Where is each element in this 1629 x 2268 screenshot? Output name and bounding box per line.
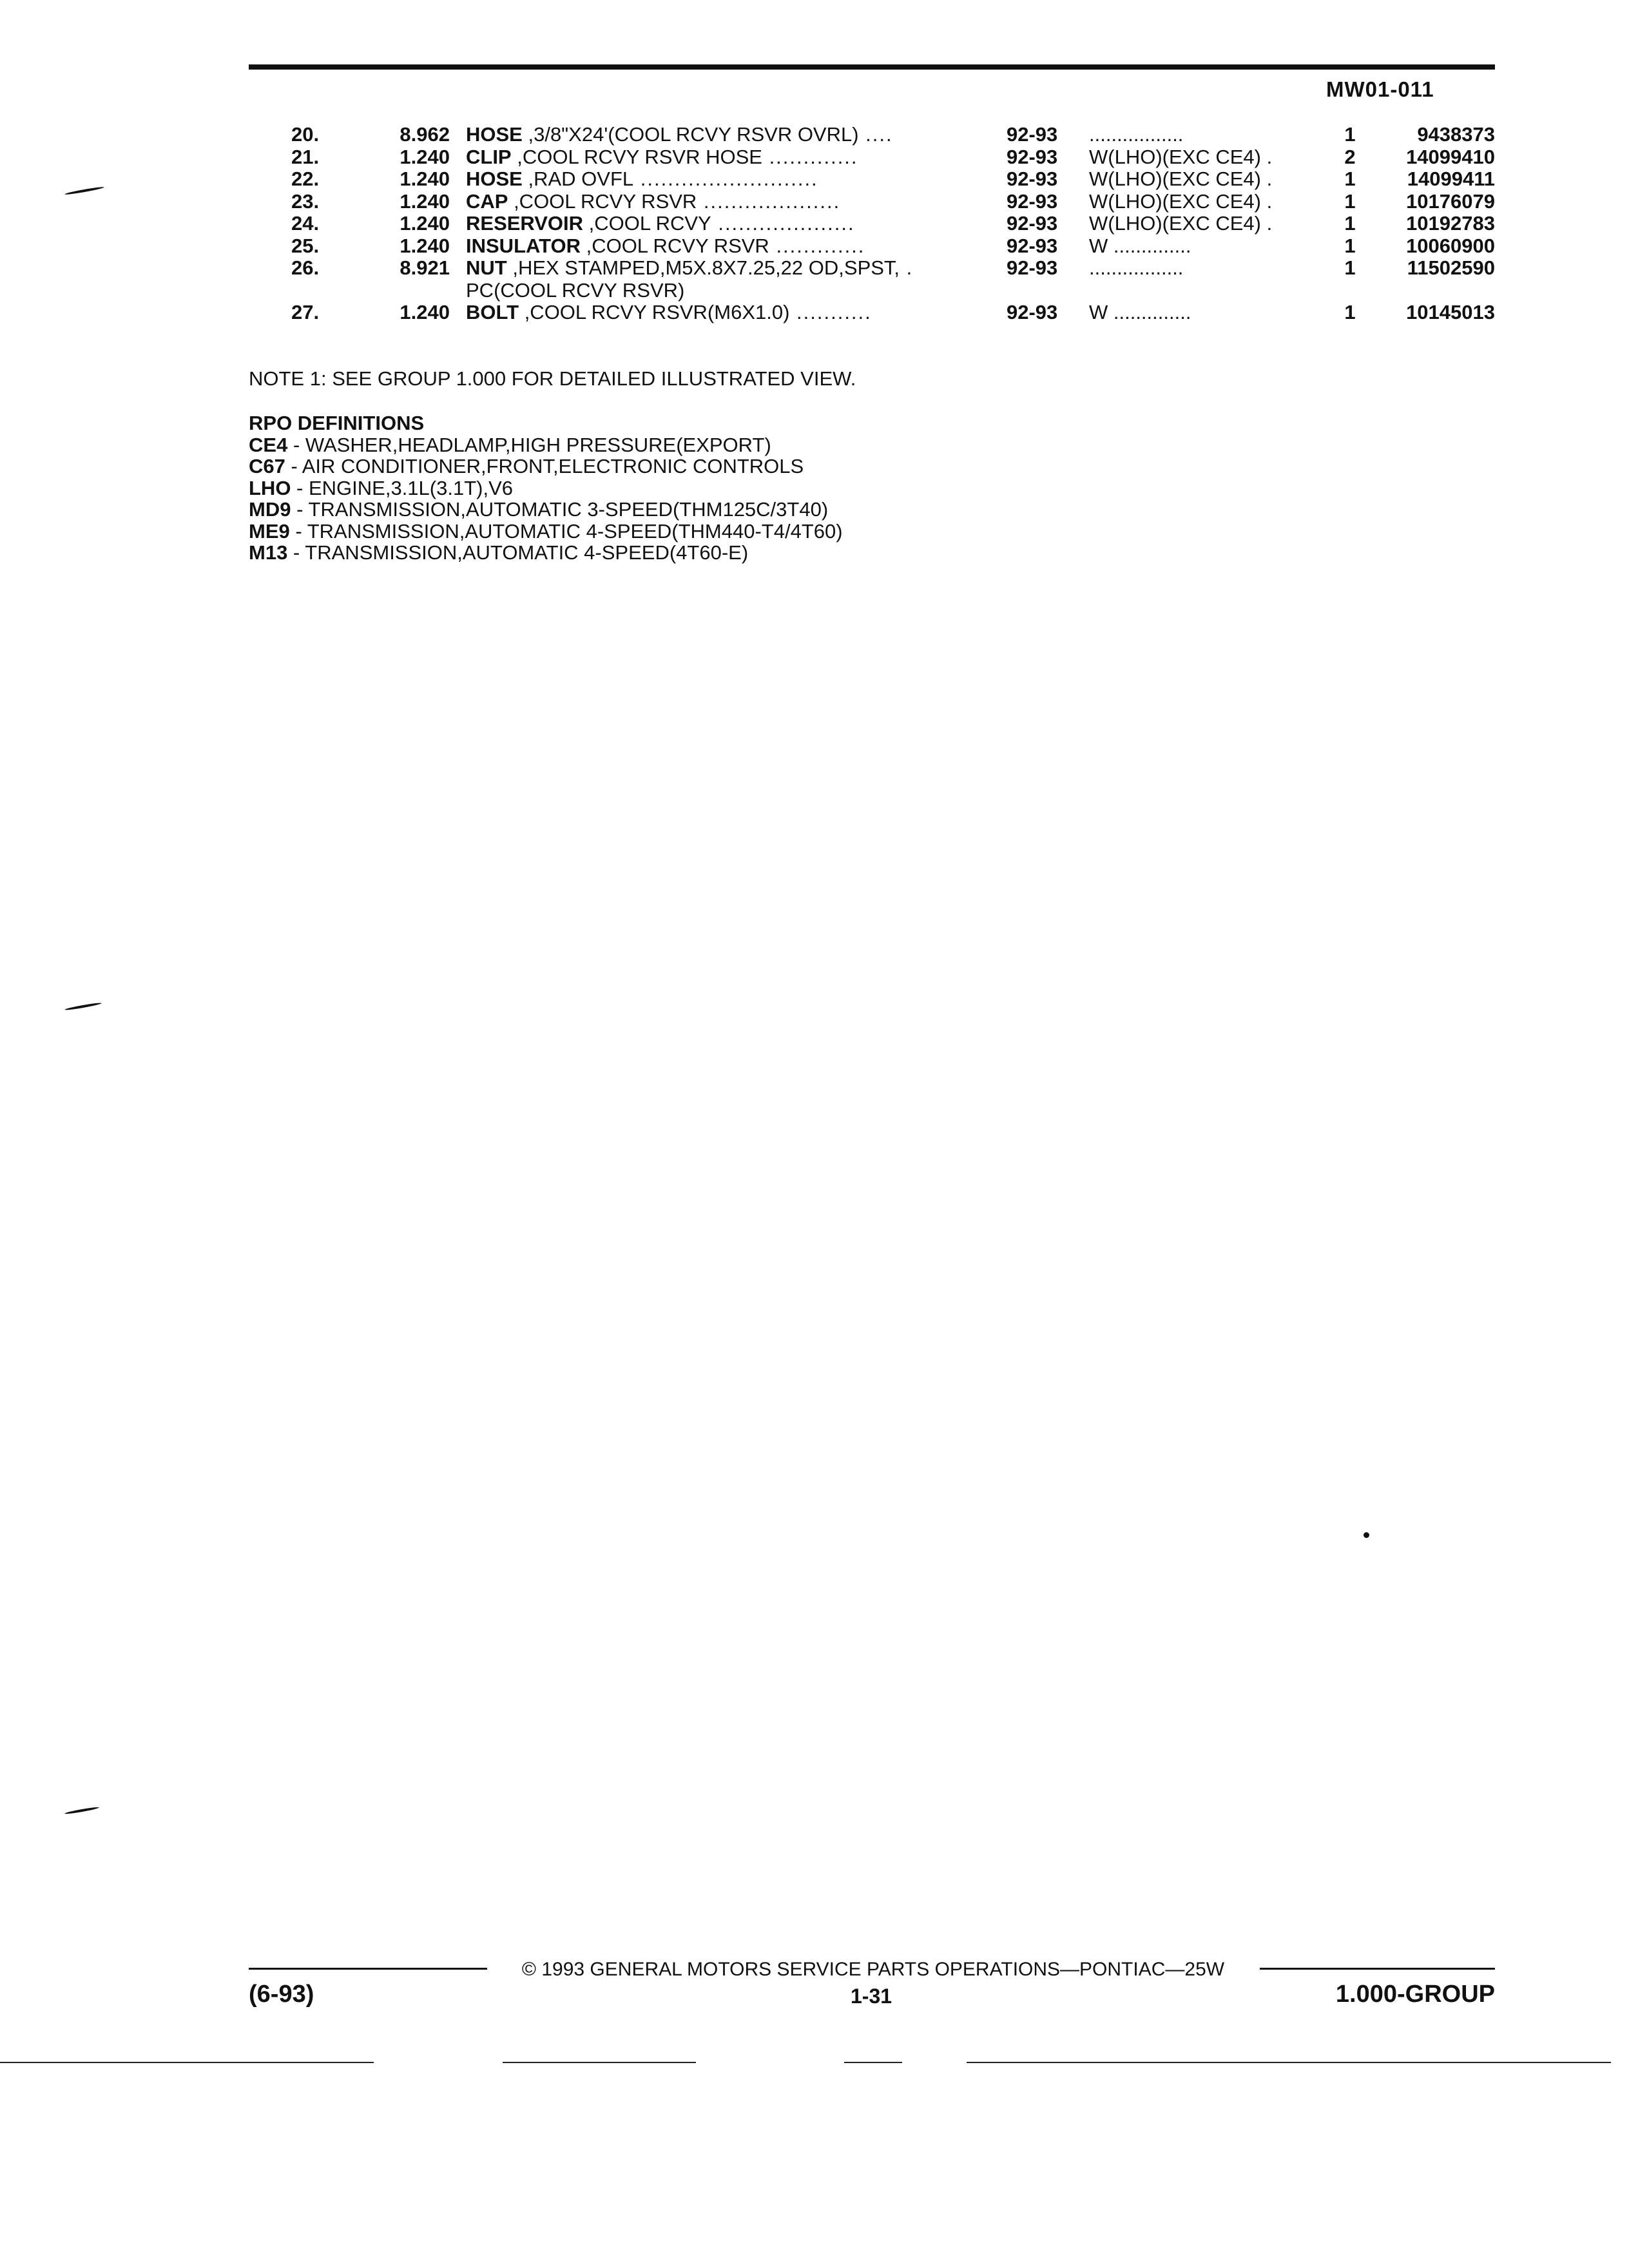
rpo-code: CE4 (249, 433, 288, 456)
part-detail: ,COOL RCVY (583, 213, 711, 235)
footer-rule-right (1260, 1968, 1495, 1970)
part-number: 14099410 (1406, 145, 1495, 168)
part-name: CAP (466, 190, 508, 213)
part-number: 10176079 (1406, 189, 1495, 213)
model-years: 92-93 (1007, 301, 1058, 323)
rpo-item (249, 521, 843, 543)
dot-leader: .......................... (633, 168, 818, 190)
part-description (466, 257, 989, 302)
item-number: 24. (291, 212, 320, 235)
part-number: 11502590 (1407, 256, 1495, 279)
dot-leader: ............. (762, 146, 858, 168)
usage-code: ................. (1089, 124, 1184, 146)
part-number: 10060900 (1406, 234, 1495, 257)
model-years: 92-93 (1007, 145, 1058, 168)
quantity: 1 (1344, 301, 1356, 323)
quantity: 1 (1344, 212, 1356, 235)
part-detail: ,COOL RCVY RSVR(M6X1.0) (519, 302, 790, 323)
binder-hole-mark (64, 1806, 99, 1814)
usage-code: W .............. (1089, 235, 1191, 257)
footer-page-number: 1-31 (851, 1984, 892, 2008)
usage-code: ................. (1089, 257, 1184, 279)
parts-row (0, 168, 1629, 191)
footer-rule-left (249, 1968, 487, 1970)
parts-list (0, 124, 1629, 324)
parts-row (0, 146, 1629, 169)
part-number: 14099411 (1407, 168, 1495, 190)
rpo-title: RPO DEFINITIONS (249, 412, 425, 434)
scan-edge-line (967, 2062, 1611, 2063)
rpo-code: MD9 (249, 498, 291, 521)
part-detail: ,COOL RCVY RSVR HOSE (511, 146, 762, 168)
footer-date: (6-93) (249, 1981, 314, 2008)
group-number: 1.240 (400, 168, 450, 190)
dot-leader: . (900, 257, 914, 279)
rpo-item (249, 477, 843, 499)
group-number: 8.921 (400, 256, 450, 279)
usage-code: W(LHO)(EXC CE4) . (1089, 213, 1273, 235)
part-detail: ,COOL RCVY RSVR (580, 235, 769, 257)
part-description (466, 235, 989, 258)
quantity: 1 (1344, 256, 1356, 279)
note-text: NOTE 1: SEE GROUP 1.000 FOR DETAILED ILLUSTRATED VIEW. (249, 367, 856, 390)
part-detail: ,3/8"X24'(COOL RCVY RSVR OVRL) (522, 124, 859, 146)
rpo-text: - ENGINE,3.1L(3.1T),V6 (291, 476, 513, 499)
rpo-item (249, 456, 843, 477)
part-description (466, 302, 989, 324)
group-number: 1.240 (400, 301, 450, 323)
rpo-code: C67 (249, 455, 285, 477)
quantity: 1 (1344, 234, 1356, 257)
item-number: 20. (291, 123, 320, 146)
parts-row (0, 235, 1629, 258)
rpo-item (249, 434, 843, 456)
page-id: MW01-011 (1326, 77, 1434, 101)
scan-edge-line (844, 2062, 902, 2063)
part-description (466, 168, 989, 191)
parts-row (0, 191, 1629, 213)
group-number: 1.240 (400, 212, 450, 235)
model-years: 92-93 (1007, 234, 1058, 257)
rpo-text: - TRANSMISSION,AUTOMATIC 3-SPEED(THM125C/3T40) (291, 498, 829, 521)
dot-leader: ........... (789, 302, 872, 323)
part-description (466, 146, 989, 169)
rpo-definitions (249, 412, 843, 564)
scan-edge-line (0, 2062, 374, 2063)
usage-code: W .............. (1089, 302, 1191, 323)
group-number: 1.240 (400, 189, 450, 213)
rpo-item (249, 499, 843, 521)
part-description (466, 191, 989, 213)
scan-edge-line (503, 2062, 696, 2063)
quantity: 1 (1344, 123, 1356, 146)
rpo-text: - TRANSMISSION,AUTOMATIC 4-SPEED(4T60-E) (287, 541, 749, 564)
rpo-code: M13 (249, 541, 288, 564)
rpo-text: - WASHER,HEADLAMP,HIGH PRESSURE(EXPORT) (287, 433, 771, 456)
item-number: 23. (291, 189, 320, 213)
group-number: 8.962 (400, 123, 450, 146)
part-name: RESERVOIR (466, 213, 584, 235)
part-description-continued: PC(COOL RCVY RSVR) (466, 278, 685, 302)
footer-group: 1.000-GROUP (1335, 1981, 1495, 2008)
quantity: 2 (1344, 145, 1356, 168)
model-years: 92-93 (1007, 212, 1058, 235)
part-description (466, 124, 989, 146)
item-number: 26. (291, 256, 320, 279)
parts-row (0, 302, 1629, 324)
binder-hole-mark (64, 1002, 102, 1011)
parts-row (0, 213, 1629, 235)
part-number: 9438373 (1417, 123, 1495, 146)
usage-code: W(LHO)(EXC CE4) . (1089, 146, 1273, 168)
dot-leader: ............. (769, 235, 865, 257)
item-number: 25. (291, 234, 320, 257)
rpo-code: LHO (249, 476, 291, 499)
top-rule (249, 64, 1495, 70)
quantity: 1 (1344, 168, 1356, 190)
parts-row (0, 257, 1629, 302)
group-number: 1.240 (400, 234, 450, 257)
rpo-text: - TRANSMISSION,AUTOMATIC 4-SPEED(THM440-T4/4T60) (289, 519, 843, 543)
part-name: CLIP (466, 146, 512, 168)
parts-row (0, 124, 1629, 146)
part-detail: ,COOL RCVY RSVR (508, 190, 697, 213)
dot-leader: .... (858, 124, 893, 146)
part-detail: ,HEX STAMPED,M5X.8X7.25,22 OD,SPST, (506, 257, 900, 279)
rpo-text: - AIR CONDITIONER,FRONT,ELECTRONIC CONTROLS (285, 455, 804, 477)
model-years: 92-93 (1007, 123, 1058, 146)
part-name: BOLT (466, 302, 519, 323)
footer-copyright: © 1993 GENERAL MOTORS SERVICE PARTS OPERATIONS—PONTIAC—25W (521, 1959, 1225, 1980)
rpo-item (249, 542, 843, 564)
part-name: INSULATOR (466, 235, 581, 257)
part-name: HOSE (466, 168, 523, 190)
group-number: 1.240 (400, 145, 450, 168)
part-description (466, 213, 989, 235)
item-number: 21. (291, 145, 320, 168)
part-detail: ,RAD OVFL (522, 168, 634, 190)
part-name: NUT (466, 257, 507, 279)
model-years: 92-93 (1007, 256, 1058, 279)
part-number: 10192783 (1406, 212, 1495, 235)
item-number: 22. (291, 168, 320, 190)
scan-speck (1364, 1532, 1369, 1538)
part-number: 10145013 (1406, 301, 1495, 323)
dot-leader: .................... (711, 213, 855, 235)
model-years: 92-93 (1007, 168, 1058, 190)
part-name: HOSE (466, 124, 523, 146)
dot-leader: .................... (697, 190, 841, 213)
item-number: 27. (291, 301, 320, 323)
rpo-code: ME9 (249, 519, 290, 543)
usage-code: W(LHO)(EXC CE4) . (1089, 190, 1273, 213)
usage-code: W(LHO)(EXC CE4) . (1089, 168, 1273, 190)
quantity: 1 (1344, 189, 1356, 213)
model-years: 92-93 (1007, 189, 1058, 213)
